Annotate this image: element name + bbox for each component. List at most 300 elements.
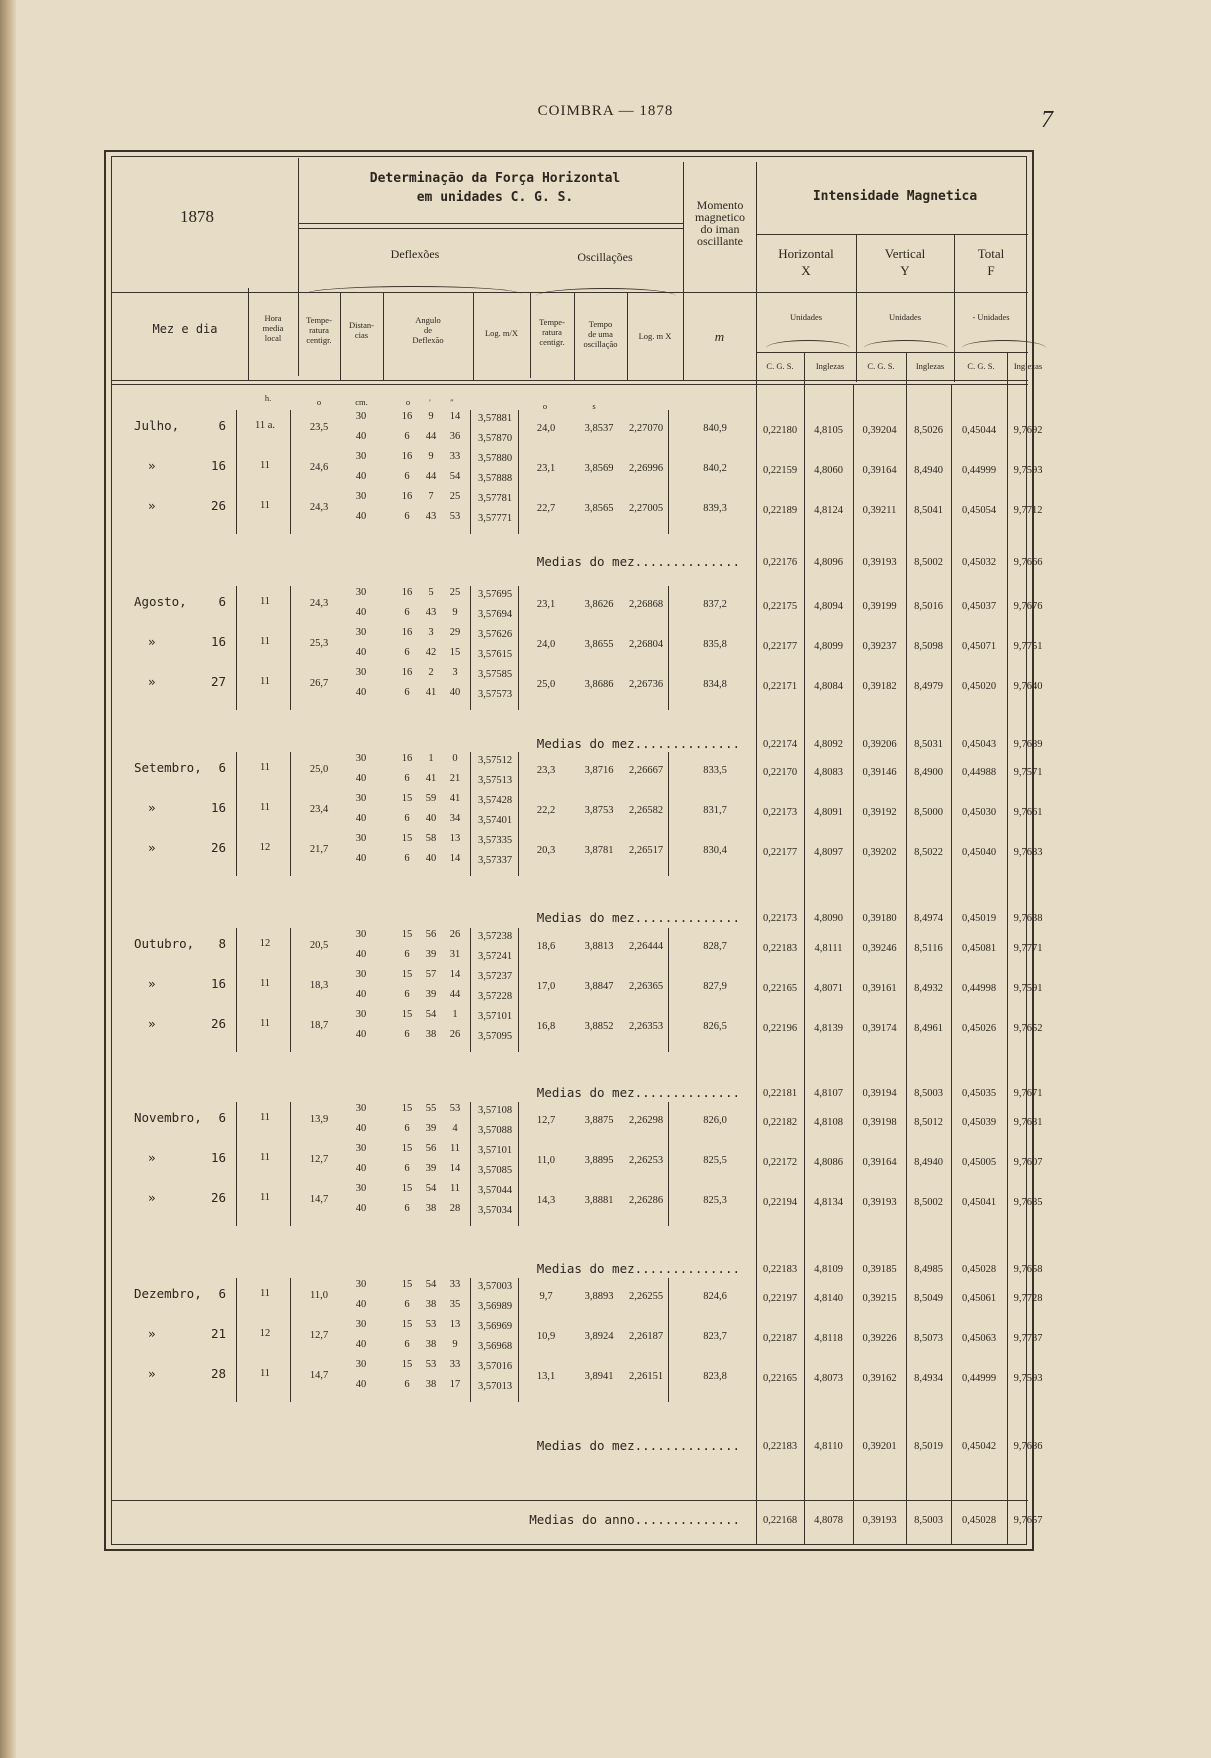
row-angle-min-2: 39 [425, 949, 437, 960]
row-hx-cgs: 0,22159 [762, 465, 798, 476]
row-distance-40: 40 [355, 431, 367, 442]
row-log-m-x: 2,26868 [628, 599, 664, 610]
row-tf-cgs: 0,45054 [961, 505, 997, 516]
row-hx-cgs: 0,22196 [762, 1023, 798, 1034]
momento-l3: do iman [700, 222, 740, 236]
medias-vy-cgs: 0,39193 [862, 557, 897, 568]
row-hx-cgs: 0,22171 [762, 681, 798, 692]
unit-hora: h. [264, 393, 272, 403]
row-angle-sec-2: 4 [452, 1123, 458, 1134]
row-log-mx-2: 3,57694 [477, 609, 513, 620]
medias-label: Medias do mez.............. [536, 1261, 740, 1276]
row-day: 16 [210, 976, 226, 991]
unit-tempo: s [592, 401, 596, 411]
row-day: 16 [210, 800, 226, 815]
row-log-mx-2: 3,56968 [477, 1341, 513, 1352]
row-hora: 11 [259, 978, 271, 989]
temp1-l2: ratura [309, 325, 329, 335]
hora-l1: Hora [264, 313, 282, 323]
row-hx-cgs: 0,22172 [762, 1157, 798, 1168]
block-rule [518, 410, 519, 534]
hora-l3: local [264, 333, 282, 343]
row-angle-min-2: 38 [425, 1339, 437, 1350]
block-rule [290, 410, 291, 534]
row-hx-ingl: 4,8099 [814, 641, 843, 652]
rule [298, 228, 683, 229]
medias-vy-ingl: 8,5019 [914, 1441, 943, 1452]
block-rule [236, 410, 237, 534]
row-angle-deg-2: 6 [404, 949, 410, 960]
row-temperature: 13,9 [309, 1114, 329, 1125]
row-temp-oscill: 22,2 [536, 805, 556, 816]
row-angle-sec-1: 11 [449, 1143, 461, 1154]
row-angle-deg-1: 16 [401, 491, 413, 502]
row-month-label: » [148, 1016, 156, 1031]
row-momento: 831,7 [703, 805, 727, 816]
row-tempo-oscill: 3,8626 [584, 599, 614, 610]
row-distance-40: 40 [355, 607, 367, 618]
row-log-mx-1: 3,57108 [477, 1105, 513, 1116]
row-distance-30: 30 [355, 451, 367, 462]
block-rule [290, 752, 291, 876]
row-angle-deg-1: 16 [401, 451, 413, 462]
row-angle-min-2: 40 [425, 853, 437, 864]
row-tf-cgs: 0,45030 [961, 807, 997, 818]
row-vy-cgs: 0,39162 [862, 1373, 897, 1384]
block-rule [470, 928, 471, 1052]
row-temperature: 25,3 [309, 638, 329, 649]
row-tf-cgs: 0,45037 [961, 601, 997, 612]
row-vy-ingl: 8,5098 [914, 641, 943, 652]
row-hx-cgs: 0,22165 [762, 983, 798, 994]
row-tf-cgs: 0,44988 [961, 767, 997, 778]
row-temp-oscill: 24,0 [536, 639, 556, 650]
row-log-mx-2: 3,57337 [477, 855, 513, 866]
row-vy-ingl: 8,4940 [914, 465, 943, 476]
row-angle-min-1: 56 [425, 929, 437, 940]
total-l1: Total [977, 246, 1005, 261]
row-day: 16 [210, 458, 226, 473]
row-vy-ingl: 8,4961 [914, 1023, 943, 1034]
row-tempo-oscill: 3,8924 [584, 1331, 614, 1342]
row-log-m-x: 2,26365 [628, 981, 664, 992]
row-angle-min-2: 38 [425, 1379, 437, 1390]
row-tf-cgs: 0,44999 [961, 1373, 997, 1384]
row-temp-oscill: 18,6 [536, 941, 556, 952]
row-momento: 825,5 [703, 1155, 727, 1166]
angulo-l3: Deflexão [412, 335, 444, 345]
medias-label: Medias do mez.............. [536, 1438, 740, 1453]
row-tempo-oscill: 3,8655 [584, 639, 614, 650]
row-hx-cgs: 0,22170 [762, 767, 798, 778]
row-temperature: 21,7 [309, 844, 329, 855]
row-tf-ingl: 9,7771 [1013, 943, 1043, 954]
row-tf-ingl: 9,7751 [1013, 641, 1043, 652]
block-rule [518, 1102, 519, 1226]
row-momento: 830,4 [703, 845, 727, 856]
row-angle-min-2: 38 [425, 1029, 437, 1040]
row-angle-sec-2: 36 [449, 431, 461, 442]
row-log-mx-1: 3,57781 [477, 493, 513, 504]
row-distance-30: 30 [355, 491, 367, 502]
row-angle-deg-2: 6 [404, 607, 410, 618]
rule [112, 384, 1028, 385]
row-tf-ingl: 9,7683 [1013, 847, 1043, 858]
row-angle-sec-2: 9 [452, 607, 458, 618]
oscillacoes-heading: Oscillações [577, 250, 633, 264]
row-angle-sec-2: 28 [449, 1203, 461, 1214]
row-angle-min-1: 54 [425, 1183, 437, 1194]
row-vy-cgs: 0,39193 [862, 1197, 897, 1208]
row-hora: 12 [259, 842, 271, 853]
row-vy-ingl: 8,5041 [914, 505, 943, 516]
row-tempo-oscill: 3,8847 [584, 981, 614, 992]
row-hx-cgs: 0,22175 [762, 601, 798, 612]
row-vy-ingl: 8,4932 [914, 983, 943, 994]
unidades-t: - Unidades [972, 312, 1010, 322]
row-hx-ingl: 4,8073 [814, 1373, 843, 1384]
row-log-mx-1: 3,57880 [477, 453, 513, 464]
medias-vy-ingl: 8,5031 [914, 739, 943, 750]
block-rule [518, 752, 519, 876]
row-angle-sec-2: 17 [449, 1379, 461, 1390]
row-hora: 11 [259, 500, 271, 511]
cgs-v: C. G. S. [867, 361, 895, 371]
unit-temp: o [316, 397, 322, 407]
row-log-mx-1: 3,57016 [477, 1361, 513, 1372]
row-day: 26 [210, 1016, 226, 1031]
row-angle-deg-1: 15 [401, 1319, 413, 1330]
row-angle-deg-2: 6 [404, 773, 410, 784]
row-month-label: » [148, 498, 156, 513]
row-tf-ingl: 9,7661 [1013, 807, 1043, 818]
row-vy-cgs: 0,39198 [862, 1117, 897, 1128]
row-angle-min-1: 3 [428, 627, 434, 638]
temp1-l3: centigr. [306, 335, 332, 345]
row-distance-40: 40 [355, 1299, 367, 1310]
row-log-mx-2: 3,57085 [477, 1165, 513, 1176]
vertical-l1: Vertical [884, 246, 926, 261]
row-angle-sec-1: 53 [449, 1103, 461, 1114]
row-momento: 826,0 [703, 1115, 727, 1126]
row-vy-cgs: 0,39174 [862, 1023, 897, 1034]
medias-vy-ingl: 8,5002 [914, 557, 943, 568]
row-month-label: » [148, 800, 156, 815]
row-angle-deg-2: 6 [404, 989, 410, 1000]
row-angle-deg-1: 15 [401, 1359, 413, 1370]
row-distance-30: 30 [355, 667, 367, 678]
medias-vy-ingl: 8,5003 [914, 1088, 943, 1099]
row-month-label: Novembro, [134, 1110, 202, 1125]
row-log-m-x: 2,27070 [628, 423, 664, 434]
row-angle-sec-1: 0 [452, 753, 458, 764]
row-angle-deg-1: 15 [401, 793, 413, 804]
row-tf-ingl: 9,7607 [1013, 1157, 1043, 1168]
book-spine [0, 0, 16, 1758]
row-vy-cgs: 0,39192 [862, 807, 897, 818]
annual-hx-cgs: 0,22168 [762, 1515, 798, 1526]
row-hx-ingl: 4,8086 [814, 1157, 843, 1168]
row-temperature: 20,5 [309, 940, 329, 951]
medias-tf-ingl: 9,7689 [1013, 739, 1043, 750]
row-angle-min-1: 5 [428, 587, 434, 598]
row-temp-oscill: 10,9 [536, 1331, 556, 1342]
row-vy-ingl: 8,4940 [914, 1157, 943, 1168]
row-tempo-oscill: 3,8569 [584, 463, 614, 474]
row-month-label: » [148, 840, 156, 855]
row-log-mx-2: 3,57013 [477, 1381, 513, 1392]
row-angle-min-2: 39 [425, 1123, 437, 1134]
row-vy-ingl: 8,5022 [914, 847, 943, 858]
row-temp-oscill: 16,8 [536, 1021, 556, 1032]
row-tf-ingl: 9,7685 [1013, 1197, 1043, 1208]
row-angle-min-2: 43 [425, 511, 437, 522]
block-rule [518, 586, 519, 710]
row-angle-sec-1: 13 [449, 833, 461, 844]
momento-l4: oscillante [697, 234, 743, 248]
row-angle-sec-1: 3 [452, 667, 458, 678]
row-log-mx-2: 3,57401 [477, 815, 513, 826]
row-angle-sec-1: 13 [449, 1319, 461, 1330]
total-l2: F [987, 263, 995, 278]
row-tf-cgs: 0,45005 [961, 1157, 997, 1168]
tempo-l1: Tempo [588, 319, 613, 329]
ingl-t: Inglezas [1013, 361, 1043, 371]
row-vy-ingl: 8,5049 [914, 1293, 943, 1304]
row-angle-min-2: 44 [425, 471, 437, 482]
row-log-mx-2: 3,56989 [477, 1301, 513, 1312]
row-angle-deg-2: 6 [404, 1029, 410, 1040]
medias-hx-cgs: 0,22181 [762, 1088, 798, 1099]
row-angle-deg-1: 15 [401, 1279, 413, 1290]
vertical-l2: Y [900, 263, 910, 278]
row-tempo-oscill: 3,8686 [584, 679, 614, 690]
row-hx-ingl: 4,8118 [814, 1333, 843, 1344]
row-log-mx-1: 3,57237 [477, 971, 513, 982]
tempo-l3: oscillação [583, 339, 618, 349]
medias-vy-ingl: 8,4985 [914, 1264, 943, 1275]
medias-hx-ingl: 4,8109 [814, 1264, 843, 1275]
row-angle-sec-2: 54 [449, 471, 461, 482]
row-momento: 823,7 [703, 1331, 727, 1342]
row-hx-ingl: 4,8134 [814, 1197, 843, 1208]
row-momento: 825,3 [703, 1195, 727, 1206]
row-temp-oscill: 23,3 [536, 765, 556, 776]
row-angle-sec-2: 9 [452, 1339, 458, 1350]
annual-label: Medias do anno.............. [529, 1512, 740, 1527]
annual-tf-cgs: 0,45028 [961, 1515, 997, 1526]
row-tf-ingl: 9,7593 [1013, 1373, 1043, 1384]
row-temp-oscill: 9,7 [539, 1291, 553, 1302]
unidades-h: Unidades [789, 312, 823, 322]
row-log-mx-2: 3,57888 [477, 473, 513, 484]
block-rule [236, 1102, 237, 1226]
row-distance-40: 40 [355, 949, 367, 960]
row-tempo-oscill: 3,8813 [584, 941, 614, 952]
medias-tf-cgs: 0,45043 [961, 739, 997, 750]
row-log-mx-2: 3,57573 [477, 689, 513, 700]
row-angle-min-2: 38 [425, 1203, 437, 1214]
row-log-mx-1: 3,57428 [477, 795, 513, 806]
row-tf-ingl: 9,7712 [1013, 505, 1043, 516]
row-angle-deg-2: 6 [404, 1379, 410, 1390]
row-distance-30: 30 [355, 1009, 367, 1020]
row-angle-deg-1: 15 [401, 1183, 413, 1194]
block-rule [470, 586, 471, 710]
row-temperature: 14,7 [309, 1194, 329, 1205]
medias-tf-ingl: 9,7666 [1013, 557, 1043, 568]
row-vy-cgs: 0,39161 [862, 983, 897, 994]
row-distance-30: 30 [355, 1279, 367, 1290]
row-log-m-x: 2,26353 [628, 1021, 664, 1032]
row-angle-deg-1: 16 [401, 411, 413, 422]
row-hx-ingl: 4,8111 [814, 943, 843, 954]
row-day: 26 [210, 1190, 226, 1205]
row-month-label: Setembro, [134, 760, 202, 775]
row-log-mx-2: 3,57771 [477, 513, 513, 524]
row-log-mx-2: 3,57095 [477, 1031, 513, 1042]
row-angle-min-1: 9 [428, 411, 434, 422]
row-temp-oscill: 17,0 [536, 981, 556, 992]
row-distance-40: 40 [355, 1379, 367, 1390]
row-day: 6 [218, 1286, 226, 1301]
annual-vy-ingl: 8,5003 [914, 1515, 943, 1526]
medias-tf-ingl: 9,7671 [1013, 1088, 1043, 1099]
row-angle-sec-2: 40 [449, 687, 461, 698]
row-hora: 11 a. [254, 420, 276, 431]
row-log-m-x: 2,26255 [628, 1291, 664, 1302]
block-rule [518, 1278, 519, 1402]
row-tf-ingl: 9,7591 [1013, 983, 1043, 994]
row-angle-min-2: 43 [425, 607, 437, 618]
row-momento: 835,8 [703, 639, 727, 650]
log-mx-heading: Log. m/X [484, 328, 519, 338]
row-vy-cgs: 0,39211 [862, 505, 897, 516]
log-m-x-heading: Log. m X [638, 331, 672, 341]
dist-l2: cias [354, 330, 369, 340]
row-month-label: » [148, 1326, 156, 1341]
row-vy-cgs: 0,39202 [862, 847, 897, 858]
row-hx-cgs: 0,22165 [762, 1373, 798, 1384]
row-hx-ingl: 4,8139 [814, 1023, 843, 1034]
row-log-m-x: 2,26187 [628, 1331, 664, 1342]
row-angle-deg-1: 16 [401, 627, 413, 638]
row-tf-ingl: 9,7676 [1013, 601, 1043, 612]
medias-label: Medias do mez.............. [536, 910, 740, 925]
row-temperature: 24,6 [309, 462, 329, 473]
row-tf-cgs: 0,44999 [961, 465, 997, 476]
row-angle-sec-1: 14 [449, 969, 461, 980]
hora-l2: media [262, 323, 284, 333]
row-distance-30: 30 [355, 1103, 367, 1114]
block-rule [470, 410, 471, 534]
row-temperature: 14,7 [309, 1370, 329, 1381]
row-angle-min-1: 58 [425, 833, 437, 844]
row-distance-30: 30 [355, 411, 367, 422]
row-log-m-x: 2,26736 [628, 679, 664, 690]
row-hx-cgs: 0,22177 [762, 847, 798, 858]
row-tf-cgs: 0,45040 [961, 847, 997, 858]
row-angle-sec-1: 1 [452, 1009, 458, 1020]
medias-tf-ingl: 9,7658 [1013, 1264, 1043, 1275]
row-tempo-oscill: 3,8941 [584, 1371, 614, 1382]
row-log-m-x: 2,26582 [628, 805, 664, 816]
row-angle-deg-1: 16 [401, 753, 413, 764]
row-distance-30: 30 [355, 1359, 367, 1370]
rule [298, 223, 683, 224]
row-temp-oscill: 25,0 [536, 679, 556, 690]
row-momento: 828,7 [703, 941, 727, 952]
cgs-h: C. G. S. [766, 361, 794, 371]
row-month-label: Julho, [134, 418, 180, 433]
year-label: 1878 [180, 207, 214, 226]
row-hx-cgs: 0,22182 [762, 1117, 798, 1128]
dist-l1: Distan- [348, 320, 375, 330]
row-hora: 12 [259, 938, 271, 949]
row-hora: 11 [259, 802, 271, 813]
row-temp-oscill: 24,0 [536, 423, 556, 434]
row-vy-cgs: 0,39204 [862, 425, 897, 436]
row-tf-cgs: 0,45044 [961, 425, 997, 436]
row-distance-30: 30 [355, 1183, 367, 1194]
row-hora: 12 [259, 1328, 271, 1339]
row-temperature: 12,7 [309, 1154, 329, 1165]
medias-hx-ingl: 4,8107 [814, 1088, 843, 1099]
row-day: 6 [218, 1110, 226, 1125]
row-day: 26 [210, 840, 226, 855]
row-angle-sec-1: 11 [449, 1183, 461, 1194]
row-distance-40: 40 [355, 647, 367, 658]
row-tf-ingl: 9,7593 [1013, 465, 1043, 476]
row-month-label: » [148, 674, 156, 689]
row-temp-oscill: 22,7 [536, 503, 556, 514]
row-hx-ingl: 4,8071 [814, 983, 843, 994]
row-log-mx-1: 3,56969 [477, 1321, 513, 1332]
row-vy-ingl: 8,5002 [914, 1197, 943, 1208]
row-distance-30: 30 [355, 627, 367, 638]
row-day: 16 [210, 1150, 226, 1165]
row-month-label: » [148, 634, 156, 649]
row-hora: 11 [259, 1192, 271, 1203]
row-tempo-oscill: 3,8716 [584, 765, 614, 776]
row-angle-min-1: 56 [425, 1143, 437, 1154]
row-temp-oscill: 20,3 [536, 845, 556, 856]
row-vy-ingl: 8,5073 [914, 1333, 943, 1344]
row-momento: 837,2 [703, 599, 727, 610]
row-angle-sec-2: 21 [449, 773, 461, 784]
row-log-m-x: 2,26996 [628, 463, 664, 474]
row-tf-ingl: 9,7692 [1013, 425, 1043, 436]
row-distance-40: 40 [355, 687, 367, 698]
row-vy-cgs: 0,39246 [862, 943, 897, 954]
row-log-mx-2: 3,57228 [477, 991, 513, 1002]
row-temperature: 18,7 [309, 1020, 329, 1031]
medias-hx-cgs: 0,22183 [762, 1264, 798, 1275]
row-angle-deg-1: 15 [401, 929, 413, 940]
angulo-l1: Angulo [415, 315, 441, 325]
temp1-l1: Tempe- [306, 315, 332, 325]
temp2-l3: centigr. [539, 337, 565, 347]
row-distance-30: 30 [355, 969, 367, 980]
row-log-mx-2: 3,57034 [477, 1205, 513, 1216]
row-log-mx-1: 3,57044 [477, 1185, 513, 1196]
block-rule [470, 1278, 471, 1402]
row-angle-min-1: 2 [428, 667, 434, 678]
row-log-mx-2: 3,57241 [477, 951, 513, 962]
tempo-l2: de uma [588, 329, 613, 339]
row-angle-deg-2: 6 [404, 813, 410, 824]
row-hora: 11 [259, 596, 271, 607]
